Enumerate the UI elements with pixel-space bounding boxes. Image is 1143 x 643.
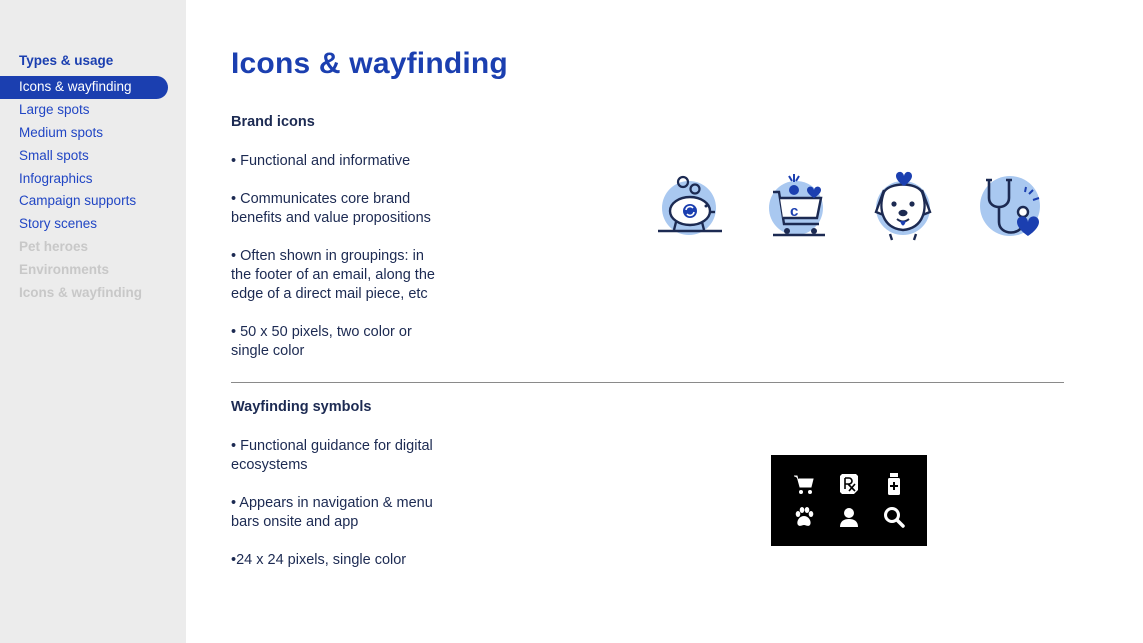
sidebar-item-story-scenes[interactable]: Story scenes <box>19 216 98 232</box>
sidebar-item-infographics[interactable]: Infographics <box>19 170 93 186</box>
search-icon <box>872 501 917 535</box>
dog-face-icon <box>866 168 940 242</box>
sidebar-item-icons-wayfinding-dim[interactable]: Icons & wayfinding <box>19 285 143 301</box>
brand-icons-bullets <box>231 152 446 380</box>
sidebar-item-large-spots[interactable]: Large spots <box>19 101 90 117</box>
wayfinding-bullet: •24 x 24 pixels, single color <box>231 552 407 568</box>
cart-icon <box>781 467 826 501</box>
wayfinding-bullets <box>231 437 446 589</box>
sidebar-item-small-spots[interactable]: Small spots <box>19 147 89 163</box>
brand-icons-heading: Brand icons <box>231 114 315 130</box>
medicine-bottle-icon <box>872 467 917 501</box>
brand-bullet: • Often shown in groupings: in the footer of an email, along the edge of a direct mail piece, etc <box>231 248 435 302</box>
sidebar-item-environments[interactable]: Environments <box>19 262 110 278</box>
brand-icons-row <box>652 168 1052 248</box>
piggy-bank-icon <box>652 168 726 242</box>
wayfinding-bullet: • Functional guidance for digital ecosystems <box>231 438 433 473</box>
wayfinding-symbols-panel <box>771 455 927 546</box>
wayfinding-bullet: • Appears in navigation & menu bars onsite and app <box>231 495 433 530</box>
brand-bullet: • Communicates core brand benefits and value propositions <box>231 191 431 226</box>
brand-bullet: • 50 x 50 pixels, two color or single color <box>231 324 412 359</box>
shopping-cart-icon <box>759 168 833 242</box>
rx-icon <box>826 467 871 501</box>
paw-icon <box>781 501 826 535</box>
sidebar <box>0 0 186 643</box>
sidebar-item-icons-wayfinding[interactable]: Icons & wayfinding <box>0 76 168 99</box>
sidebar-item-pet-heroes[interactable]: Pet heroes <box>19 239 89 255</box>
svg-text:c: c <box>790 203 799 220</box>
stethoscope-heart-icon <box>973 168 1047 242</box>
page-title: Icons & wayfinding <box>231 47 508 80</box>
section-divider <box>231 382 1064 383</box>
user-icon <box>826 501 871 535</box>
sidebar-title: Types & usage <box>19 53 114 68</box>
brand-bullet: • Functional and informative <box>231 153 411 169</box>
sidebar-item-campaign-supports[interactable]: Campaign supports <box>19 193 137 209</box>
sidebar-item-medium-spots[interactable]: Medium spots <box>19 124 104 140</box>
sidebar-list <box>0 76 186 305</box>
wayfinding-symbols-heading: Wayfinding symbols <box>231 399 372 415</box>
